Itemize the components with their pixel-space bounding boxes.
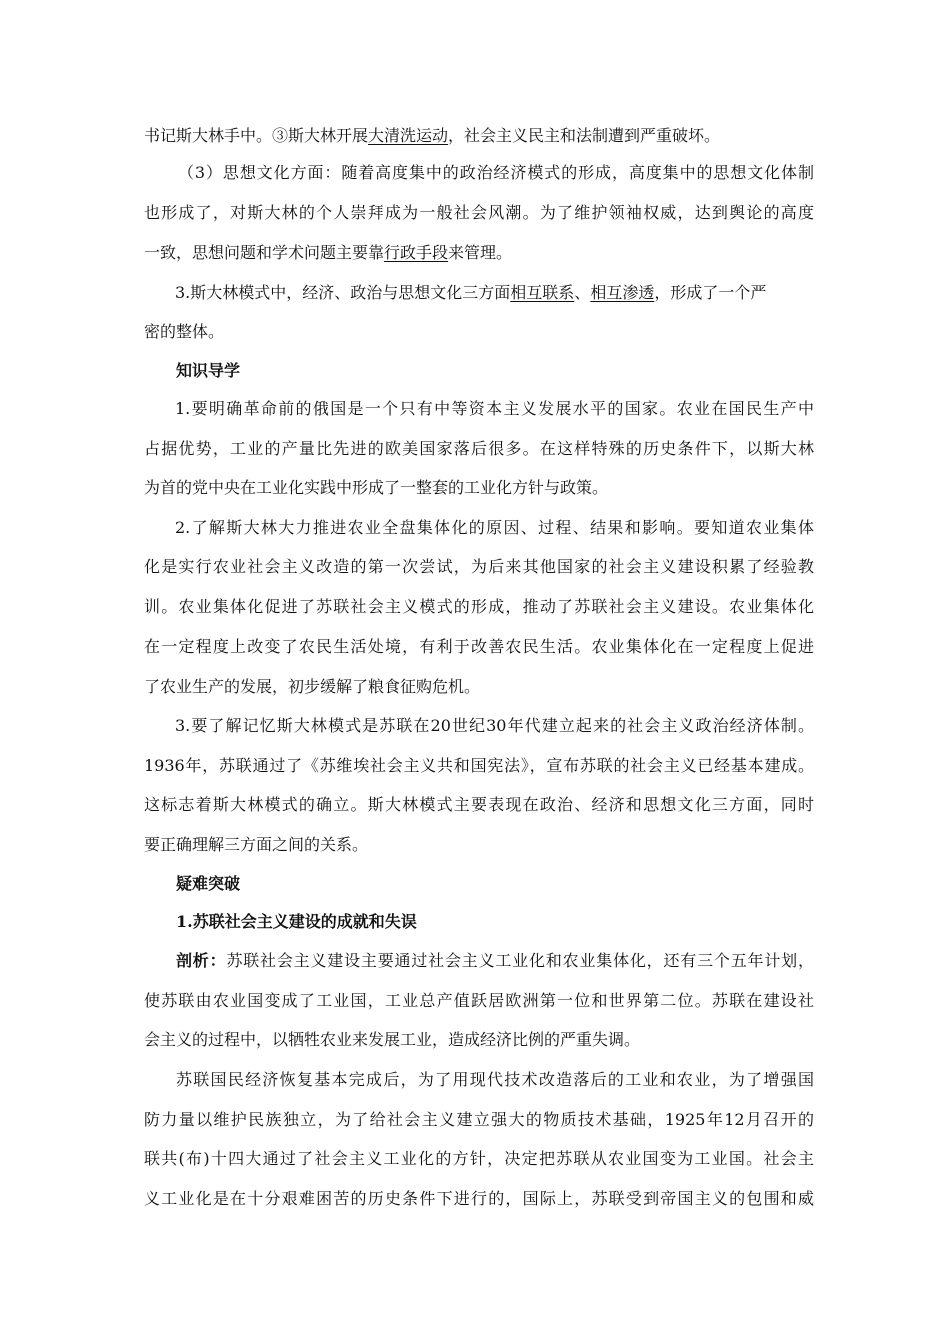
paragraph-line: 为首的党中央在工业化实践中形成了一整套的工业化方针与政策。 (144, 478, 609, 497)
text-run: ，社会主义民主和法制遭到严重破坏。 (448, 126, 721, 145)
text-run: 、 (574, 283, 591, 302)
paragraph-line: 义工业化是在十分艰难困苦的历史条件下进行的，国际上，苏联受到帝国主义的包围和威 (144, 1189, 814, 1208)
paragraph-line (144, 126, 814, 146)
text-run: 一致，思想问题和学术问题主要靠 (144, 243, 385, 262)
paragraph-line: 1936年，苏联通过了《苏维埃社会主义共和国宪法》，宣布苏联的社会主义已经基本建成。 (144, 756, 814, 775)
paragraph-line: 使苏联由农业国变成了工业国，工业总产值跃居欧洲第一位和世界第二位。苏联在建设社 (144, 991, 814, 1010)
text-run: 3.斯大林模式中，经济、政治与思想文化三方面 (175, 283, 511, 302)
analysis-label: 剖析： (176, 951, 227, 970)
paragraph-line: 占据优势，工业的产量比先进的欧美国家落后很多。在这样特殊的历史条件下，以斯大林 (144, 439, 814, 458)
paragraph-line: 3.要了解记忆斯大林模式是苏联在20世纪30年代建立起来的社会主义政治经济体制。 (175, 716, 814, 735)
text-run: 苏联社会主义建设主要通过社会主义工业化和农业集体化，还有三个五年计划， (226, 951, 814, 970)
paragraph-line: 密的整体。 (144, 322, 225, 341)
paragraph-line: 训。农业集体化促进了苏联社会主义模式的形成，推动了苏联社会主义建设。农业集体化 (144, 597, 814, 616)
paragraph-line: 这标志着斯大林模式的确立。斯大林模式主要表现在政治、经济和思想文化三方面，同时 (144, 795, 814, 814)
section-heading: 疑难突破 (176, 874, 241, 893)
paragraph-line (175, 283, 814, 303)
paragraph-line: 也形成了，对斯大林的个人崇拜成为一般社会风潮。为了维护领袖权威，达到舆论的高度 (144, 203, 814, 222)
paragraph-line: 1.要明确革命前的俄国是一个只有中等资本主义发展水平的国家。农业在国民生产中 (175, 399, 814, 418)
paragraph-line: 了农业生产的发展，初步缓解了粮食征购危机。 (144, 677, 481, 696)
paragraph-line: 联共(布)十四大通过了社会主义工业化的方针，决定把苏联从农业国变为工业国。社会主 (144, 1149, 814, 1168)
paragraph-line: 2.了解斯大林大力推进农业全盘集体化的原因、过程、结果和影响。要知道农业集体 (175, 518, 814, 537)
text-run: ，形成了一个严 (654, 283, 767, 302)
paragraph-line: （3）思想文化方面：随着高度集中的政治经济模式的形成，高度集中的思想文化体制 (178, 163, 814, 182)
paragraph-line (144, 243, 814, 263)
paragraph-line: 苏联国民经济恢复基本完成后，为了用现代技术改造落后的工业和农业，为了增强国 (176, 1070, 814, 1089)
underlined-term: 行政手段 (384, 243, 449, 262)
underlined-term: 相互渗透 (590, 283, 655, 302)
paragraph-line: 要正确理解三方面之间的关系。 (144, 835, 369, 854)
underlined-term: 大清洗运动 (368, 126, 449, 145)
paragraph-line: 化是实行农业社会主义改造的第一次尝试，为后来其他国家的社会主义建设积累了经验教 (144, 557, 814, 576)
text-run: 来管理。 (448, 243, 513, 262)
text-run: 书记斯大林手中。③斯大林开展 (144, 126, 369, 145)
section-heading: 知识导学 (176, 361, 241, 380)
paragraph-line: 在一定程度上改变了农民生活处境，有利于改善农民生活。农业集体化在一定程度上促进 (144, 637, 814, 656)
paragraph-line (176, 951, 814, 971)
underlined-term: 相互联系 (510, 283, 575, 302)
paragraph-line: 会主义的过程中，以牺牲农业来发展工业，造成经济比例的严重失调。 (144, 1030, 641, 1049)
paragraph-line: 防力量以维护民族独立，为了给社会主义建立强大的物质技术基础，1925年12月召开的 (144, 1110, 814, 1129)
subsection-heading: 1.苏联社会主义建设的成就和失误 (176, 912, 417, 931)
